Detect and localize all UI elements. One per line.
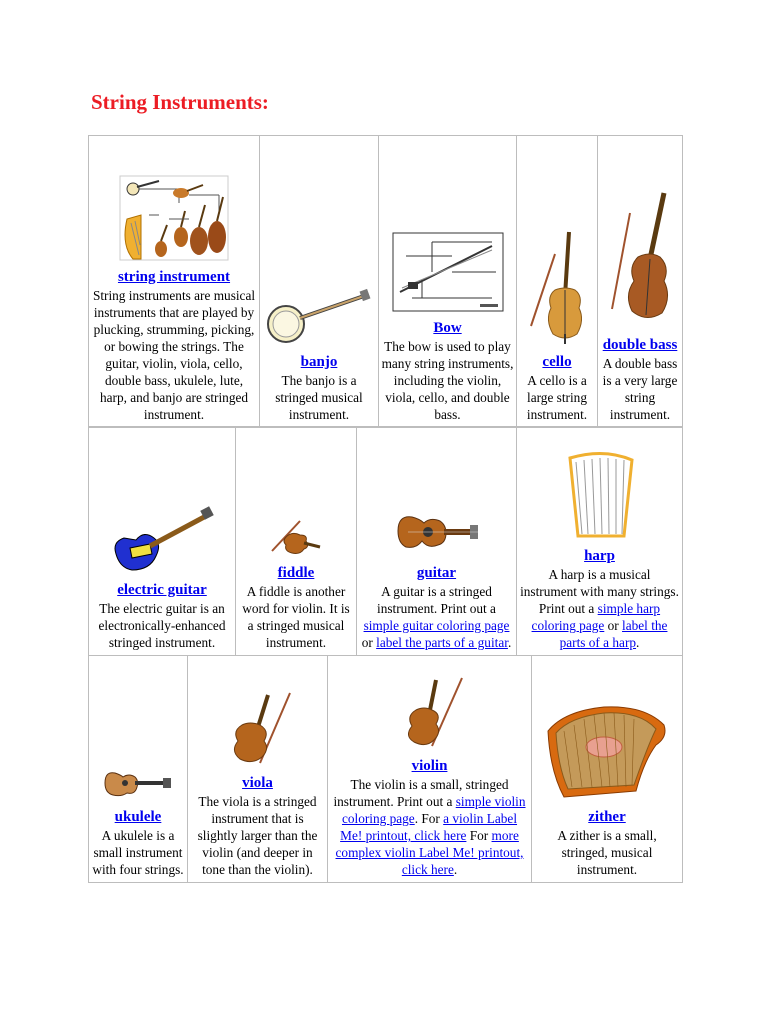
desc-zither: A zither is a small, stringed, musical instrument. bbox=[557, 828, 657, 877]
title-banjo[interactable]: banjo bbox=[300, 354, 338, 370]
title-fiddle[interactable]: fiddle bbox=[277, 565, 315, 581]
desc-electric-guitar: The electric guitar is an electronically-enhanced stringed instrument. bbox=[98, 601, 226, 650]
cello-icon bbox=[525, 226, 589, 346]
card-viola bbox=[188, 656, 328, 883]
card-ukulele bbox=[89, 656, 188, 883]
instrument-table-row-2 bbox=[88, 426, 683, 656]
bow-diagram-icon bbox=[392, 232, 504, 312]
card-cello bbox=[517, 136, 598, 428]
card-harp bbox=[517, 427, 683, 656]
desc-harp: A harp is a musical instrument with many strings. Print out a simple harp coloring page or label the parts of a harp. bbox=[520, 567, 679, 650]
desc-guitar: A guitar is a stringed instrument. Print out a simple guitar coloring page or label the parts of a guitar. bbox=[361, 584, 512, 650]
card-bow bbox=[379, 136, 517, 428]
double-bass-icon bbox=[604, 189, 676, 329]
banjo-icon bbox=[264, 286, 374, 346]
instrument-table-row-1 bbox=[88, 135, 683, 428]
title-viola[interactable]: viola bbox=[242, 775, 273, 791]
card-guitar bbox=[357, 427, 517, 656]
desc-double-bass: A double bass is a very large string instrument. bbox=[602, 356, 678, 422]
card-zither bbox=[532, 656, 683, 883]
card-banjo bbox=[260, 136, 379, 428]
title-harp[interactable]: harp bbox=[584, 548, 615, 564]
link-simple-harp-coloring-page[interactable]: simple harp coloring page bbox=[531, 601, 661, 633]
viola-icon bbox=[220, 687, 296, 767]
desc-banjo: The banjo is a stringed musical instrument. bbox=[275, 373, 363, 422]
title-cello[interactable]: cello bbox=[542, 354, 572, 370]
desc-string-instrument: String instruments are musical instruments that are played by plucking, strumming, picking, or bowing the strings. The guitar, violin, viola, cello, double bass, ukulele, lute, harp, and banjo are stringed instrument. bbox=[92, 288, 256, 422]
link-simple-guitar-coloring-page[interactable]: simple guitar coloring page bbox=[363, 618, 510, 633]
card-fiddle bbox=[236, 427, 357, 656]
desc-viola: The viola is a stringed instrument that is slightly larger than the violin (and deeper in tone than the violin). bbox=[197, 794, 318, 877]
title-ukulele[interactable]: ukulele bbox=[114, 809, 162, 825]
card-double-bass bbox=[598, 136, 683, 428]
link-complex-violin-label-me-printout[interactable]: more complex violin Label Me! printout, click here bbox=[335, 828, 524, 877]
instrument-table-row-3 bbox=[88, 655, 683, 883]
harp-icon bbox=[564, 450, 636, 540]
ukulele-icon bbox=[103, 765, 173, 801]
string-instruments-collage-icon bbox=[119, 175, 229, 261]
title-string-instrument[interactable]: string instrument bbox=[117, 269, 231, 285]
acoustic-guitar-icon bbox=[394, 507, 480, 557]
card-string-instrument bbox=[89, 136, 260, 428]
page-title: String Instruments: bbox=[91, 90, 269, 114]
desc-fiddle: A fiddle is another word for violin. It is a stringed musical instrument. bbox=[242, 584, 350, 650]
violin-icon bbox=[392, 674, 468, 750]
title-guitar[interactable]: guitar bbox=[416, 565, 457, 581]
zither-icon bbox=[544, 701, 670, 801]
title-zither[interactable]: zither bbox=[588, 809, 626, 825]
desc-bow: The bow is used to play many string instruments, including the violin, viola, cello, and double bass. bbox=[381, 339, 514, 422]
card-violin bbox=[328, 656, 532, 883]
desc-cello: A cello is a large string instrument. bbox=[526, 373, 588, 422]
title-electric-guitar[interactable]: electric guitar bbox=[117, 582, 207, 598]
electric-guitar-icon bbox=[110, 504, 214, 574]
card-electric-guitar bbox=[89, 427, 236, 656]
fiddle-icon bbox=[268, 517, 324, 557]
link-simple-violin-coloring-page[interactable]: simple violin coloring page bbox=[341, 794, 526, 826]
title-double-bass[interactable]: double bass bbox=[602, 337, 678, 353]
desc-ukulele: A ukulele is a small instrument with four strings. bbox=[92, 828, 184, 877]
title-violin[interactable]: violin bbox=[411, 758, 448, 774]
link-label-parts-of-harp[interactable]: label the parts of a harp bbox=[559, 618, 668, 650]
title-bow[interactable]: Bow bbox=[433, 320, 462, 336]
link-violin-label-me-printout[interactable]: a violin Label Me! printout, click here bbox=[340, 811, 518, 843]
link-label-parts-of-guitar[interactable]: label the parts of a guitar bbox=[376, 635, 508, 650]
desc-violin: The violin is a small, stringed instrument. Print out a simple violin coloring page. For a violin Label Me! printout, click here For more complex violin Label Me! printout, click here. bbox=[333, 777, 526, 877]
